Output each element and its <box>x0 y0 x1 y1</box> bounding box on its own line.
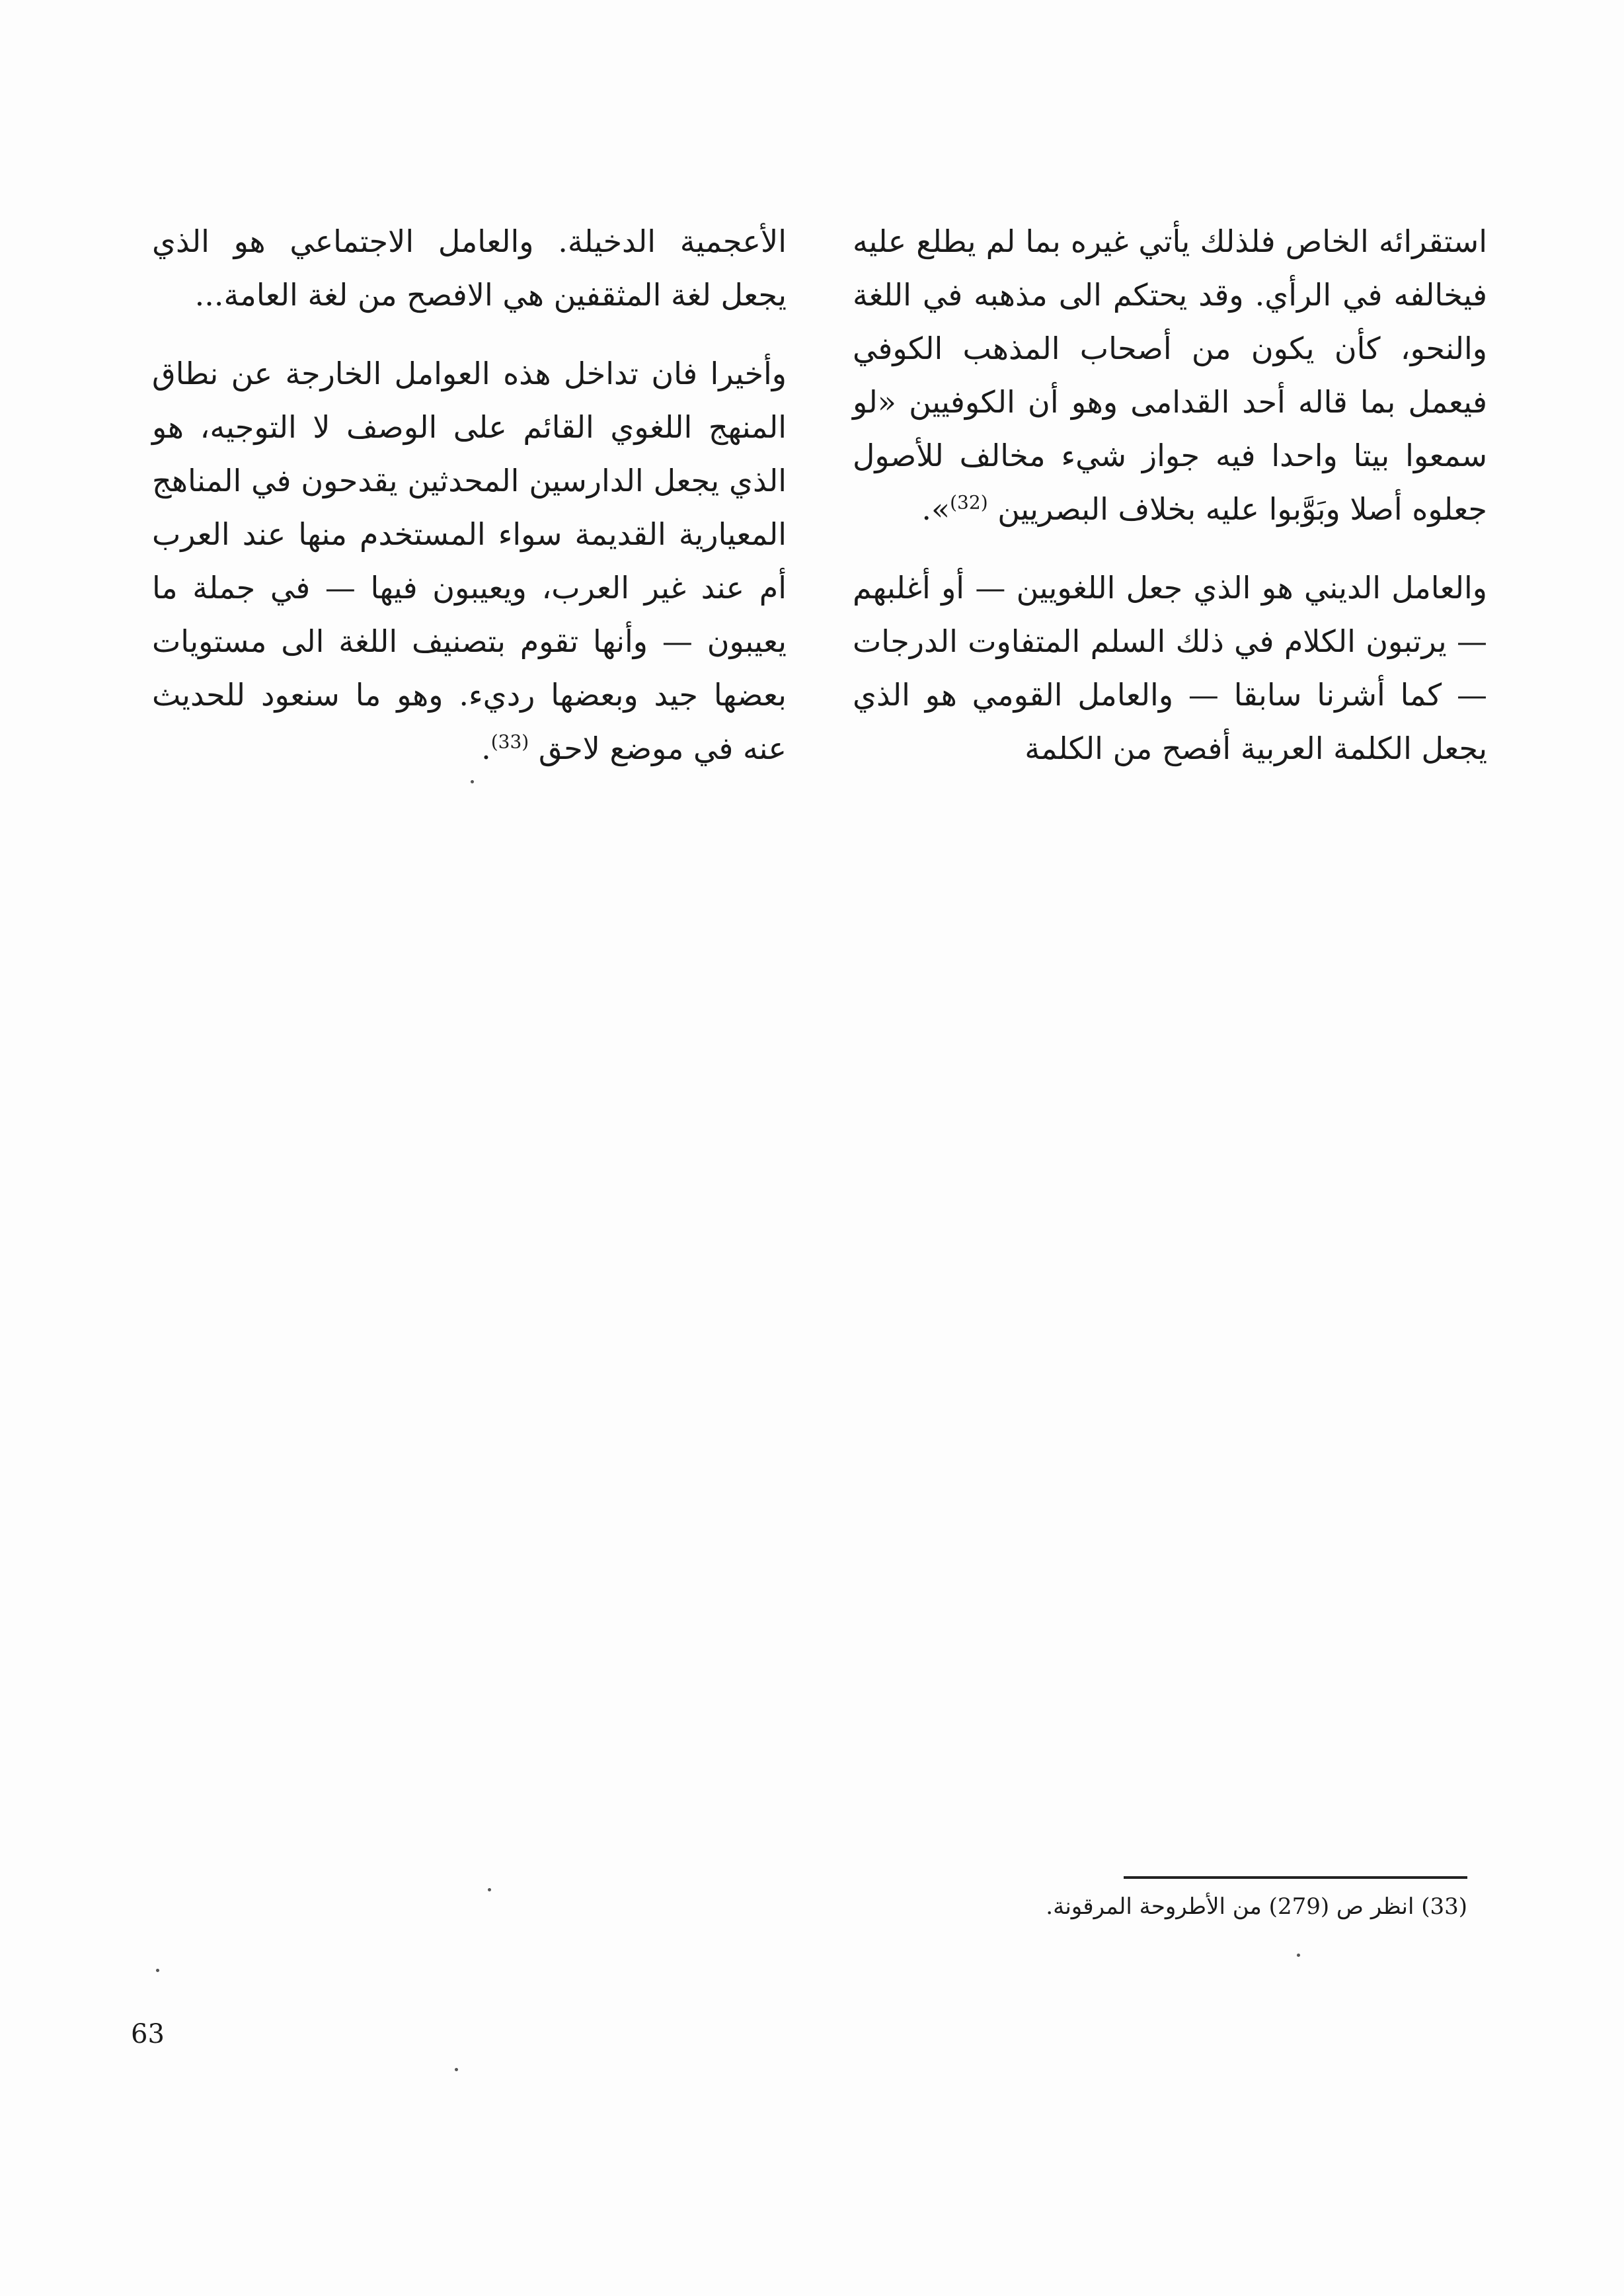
paragraph-closing: ». <box>921 491 950 527</box>
footnote-separator <box>1124 1876 1467 1879</box>
footnote: (33) انظر ص (279) من الأطروحة المرقونة. <box>1046 1893 1467 1920</box>
footnote-reference: (32) <box>950 491 988 514</box>
footnote-reference: (33) <box>490 731 529 753</box>
text-column-right <box>853 215 1487 775</box>
paragraph-text: استقرائه الخاص فلذلك يأتي غيره بما لم يطلع عليه فيخالفه في الرأي. وقد يحتكم الى مذهبه في اللغة والنحو، كأن يكون من أصحاب المذهب الكوفي فيعمل بما قاله أحد القدامى وهو أن الكوفيين «لو سمعوا بيتا واحدا فيه جواز شيء مخالف للأصول جعلوه أصلا وبَوَّبوا عليه بخلاف البصريين <box>853 223 1487 527</box>
text-column-left <box>152 215 787 775</box>
paragraph-text: الأعجمية الدخيلة. والعامل الاجتماعي هو الذي يجعل لغة المثقفين هي الافصح من لغة العامة... <box>152 223 787 313</box>
scan-speck <box>488 1888 491 1891</box>
scan-speck <box>455 2068 458 2071</box>
paragraph <box>853 215 1487 536</box>
scan-speck <box>156 1969 159 1972</box>
paragraph <box>853 561 1487 775</box>
page-number: 63 <box>131 2019 165 2049</box>
paragraph <box>152 347 787 775</box>
scan-speck <box>471 780 474 783</box>
paragraph-text: وأخيرا فان تداخل هذه العوامل الخارجة عن نطاق المنهج اللغوي القائم على الوصف لا التوجيه، هو الذي يجعل الدارسين المحدثين يقدحون في المناهج المعيارية القديمة سواء المستخدم منها عند العرب أم عند غير العرب، ويعيبون فيها — في جملة ما يعيبون — وأنها تقوم بتصنيف اللغة الى مستويات بعضها جيد وبعضها رديء. وهو ما سنعود للحديث عنه في موضع لاحق <box>152 356 787 766</box>
paragraph-text: والعامل الديني هو الذي جعل اللغويين — أو أغلبهم — يرتبون الكلام في ذلك السلم المتفاوت الدرجات — كما أشرنا سابقا — والعامل القومي هو الذي يجعل الكلمة العربية أفصح من الكلمة <box>853 570 1487 766</box>
paragraph-closing: . <box>481 731 491 766</box>
scan-speck <box>1297 1954 1300 1957</box>
paragraph <box>152 215 787 322</box>
